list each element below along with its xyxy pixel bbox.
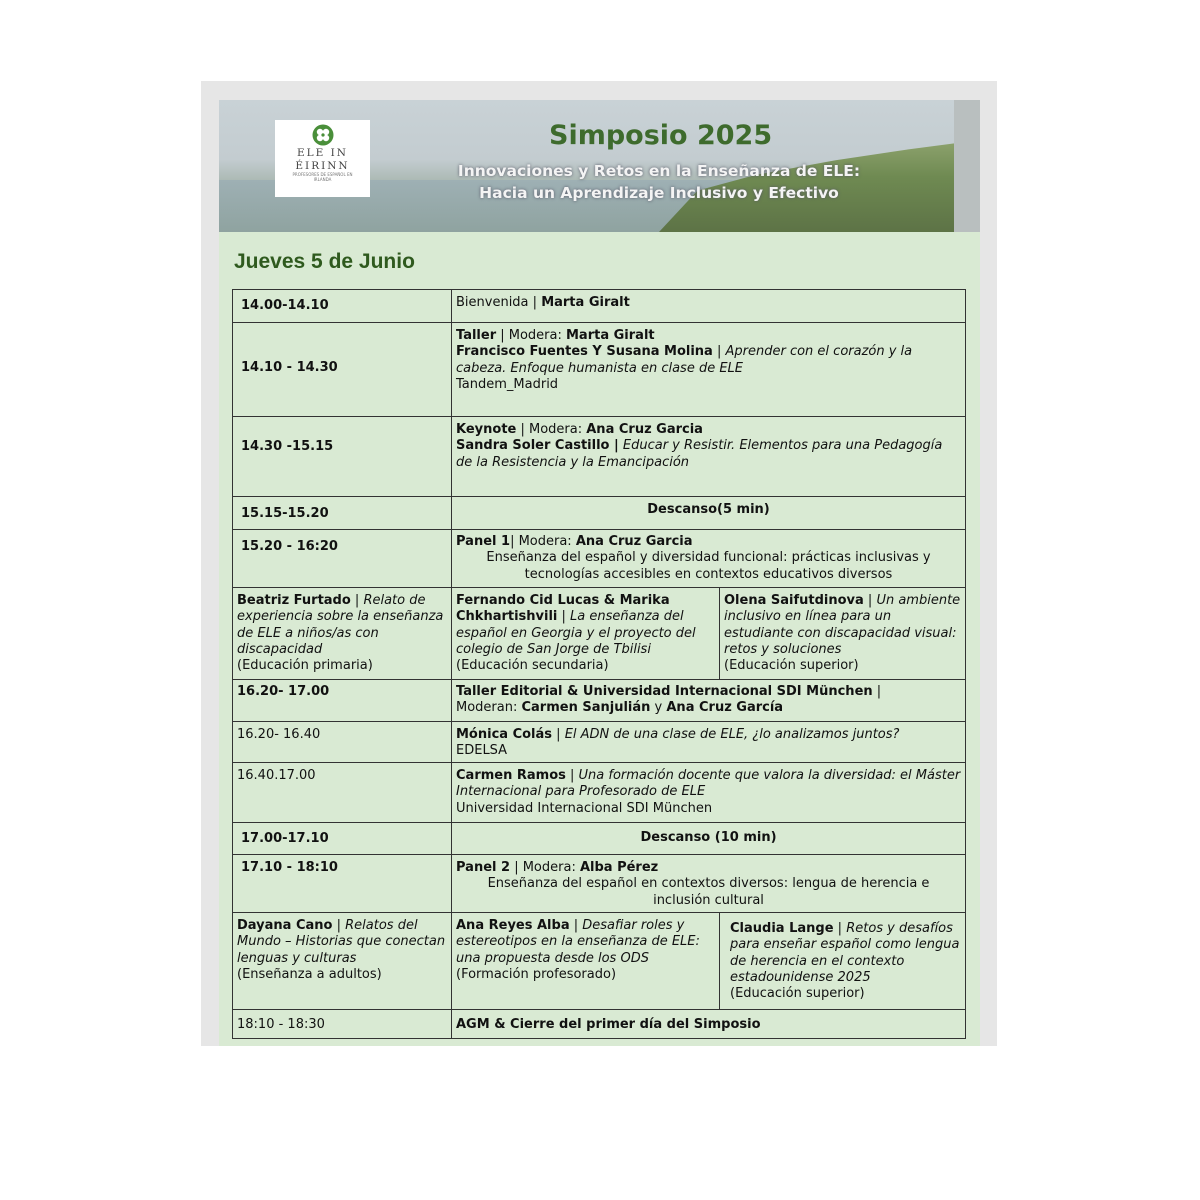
time-slot-8: 16.20- 16.40 xyxy=(237,727,321,742)
session-panel-2: Panel 2 | Modera: Alba Pérez Enseñanza del español en contextos diversos: lengua de herencia e inclusión cultural xyxy=(456,860,930,908)
session-panel-1: Panel 1| Modera: Ana Cruz Garcia Enseñanza del español y diversidad funcional: prácticas inclusivas y tecnologías accesibles en contextos educativos diversos xyxy=(456,534,931,582)
panel-2-talk-2: Ana Reyes Alba | Desafiar roles y estereotipos en la enseñanza de ELE: una propuesta desde los ODS (Formación profesorado) xyxy=(456,918,700,982)
time-slot-5: 15.20 - 16:20 xyxy=(241,539,338,554)
time-slot-4: 15.15-15.20 xyxy=(241,506,329,521)
clover-icon xyxy=(312,124,334,146)
time-slot-3: 14.30 -15.15 xyxy=(241,439,334,454)
page-title: Simposio 2025 xyxy=(549,120,773,151)
ele-in-eirinn-logo xyxy=(275,120,370,197)
time-slot-2: 14.10 - 14.30 xyxy=(241,360,338,375)
schedule-table xyxy=(232,289,966,1039)
time-slot-13: 18:10 - 18:30 xyxy=(237,1017,325,1032)
logo-tagline: PROFESORES DE ESPAÑOL EN IRLANDA xyxy=(292,172,353,182)
subtitle-line1: Innovaciones y Retos en la Enseñanza de ELE: xyxy=(457,162,861,180)
session-taller: Taller | Modera: Marta Giralt Francisco Fuentes Y Susana Molina | Aprender con el corazón y la cabeza. Enfoque humanista en clase de ELE Tandem_Madrid xyxy=(456,328,913,392)
subtitle-line2: Hacia un Aprendizaje Inclusivo y Efectivo xyxy=(479,184,839,202)
time-slot-9: 16.40.17.00 xyxy=(237,768,316,783)
logo-line1: ELE IN xyxy=(297,147,348,159)
logo-line2: ÉIRINN xyxy=(295,160,350,172)
session-taller-editorial: Taller Editorial & Universidad Internacional SDI München | Moderan: Carmen Sanjulián y Ana Cruz García xyxy=(456,684,882,716)
session-agm-closing: AGM & Cierre del primer día del Simposio xyxy=(456,1017,761,1032)
day-heading: Jueves 5 de Junio xyxy=(234,250,415,273)
panel-1-talk-3: Olena Saifutdinova | Un ambiente inclusivo en línea para un estudiante con discapacidad visual: retos y soluciones (Educación superior) xyxy=(724,593,961,674)
session-keynote: Keynote | Modera: Ana Cruz Garcia Sandra Soler Castillo | Educar y Resistir. Elementos para una Pedagogía de la Resistencia y la Emancipación xyxy=(456,422,943,470)
header-banner xyxy=(219,100,980,232)
scrollbar[interactable] xyxy=(954,100,980,232)
time-slot-7: 16.20- 17.00 xyxy=(237,684,330,699)
panel-2-talk-1: Dayana Cano | Relatos del Mundo – Historias que conectan lenguas y culturas (Enseñanza a adultos) xyxy=(237,918,446,982)
time-slot-11: 17.10 - 18:10 xyxy=(241,860,338,875)
program-page xyxy=(219,100,980,1046)
break-2: Descanso (10 min) xyxy=(640,830,777,845)
break-1: Descanso(5 min) xyxy=(647,502,770,517)
session-welcome: Bienvenida | Marta Giralt xyxy=(456,295,630,310)
time-slot-10: 17.00-17.10 xyxy=(241,831,329,846)
panel-2-talk-3: Claudia Lange | Retos y desafíos para enseñar español como lengua de herencia en el contexto estadounidense 2025 (Educación superior) xyxy=(730,921,960,1002)
session-monica-colas: Mónica Colás | El ADN de una clase de ELE, ¿lo analizamos juntos? EDELSA xyxy=(456,727,900,759)
panel-1-talk-2: Fernando Cid Lucas & Marika Chkhartishvili | La enseñanza del español en Georgia y el proyecto del colegio de San Jorge de Tbilisi (Educación secundaria) xyxy=(456,593,696,674)
session-carmen-ramos: Carmen Ramos | Una formación docente que valora la diversidad: el Máster Internacional para Profesorado de ELE Universidad Internacional SDI München xyxy=(456,768,961,816)
time-slot-1: 14.00-14.10 xyxy=(241,298,329,313)
panel-1-talk-1: Beatriz Furtado | Relato de experiencia sobre la enseñanza de ELE a niños/as con discapacidad (Educación primaria) xyxy=(237,593,444,674)
